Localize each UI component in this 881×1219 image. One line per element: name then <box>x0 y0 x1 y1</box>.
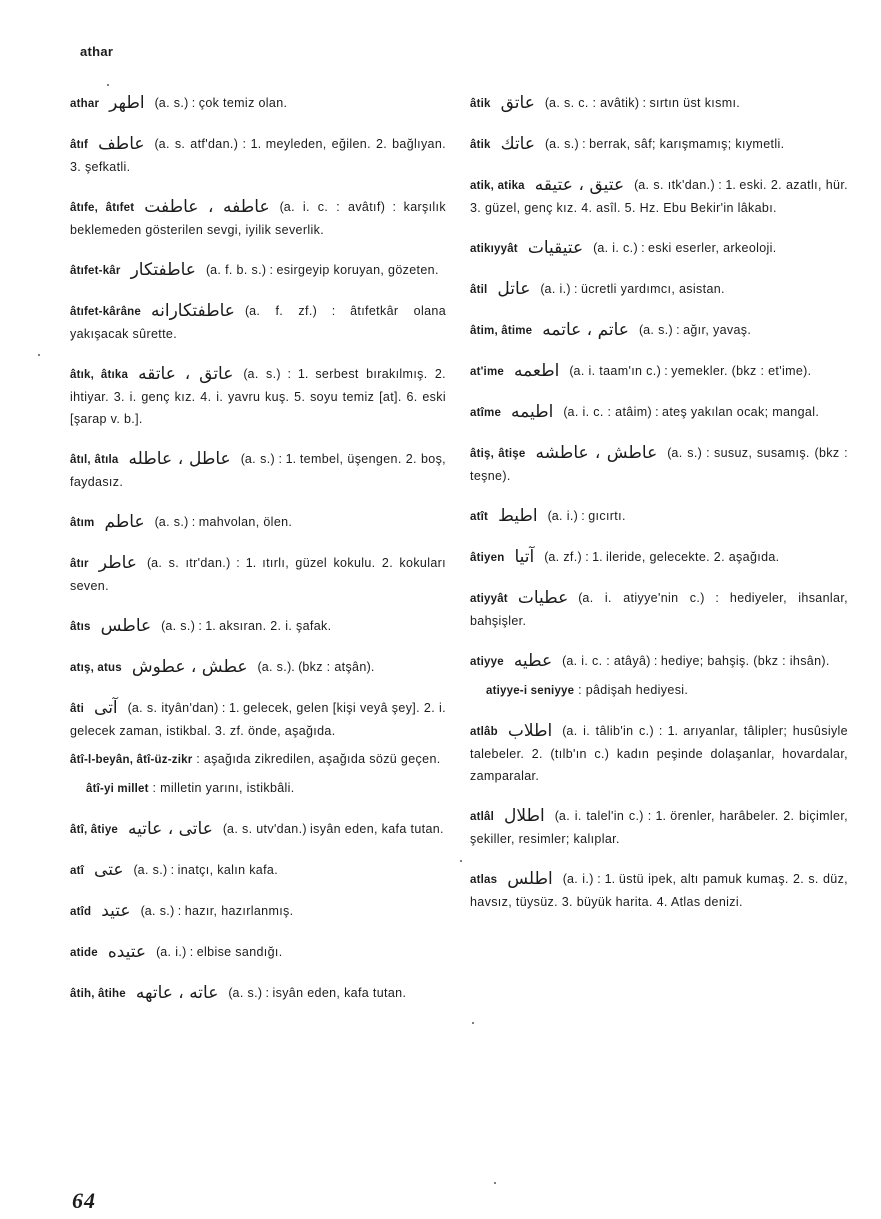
dictionary-entry <box>70 448 446 493</box>
entry-ottoman-script: عاطر <box>98 553 137 573</box>
print-speck <box>472 1022 474 1024</box>
dictionary-entry <box>470 92 848 115</box>
dictionary-entry <box>70 941 446 964</box>
entry-headword: at'ime <box>470 366 504 378</box>
entry-headword: atîme <box>470 407 502 419</box>
entry-headword: âtıfet-kâr <box>70 265 121 277</box>
entry-ottoman-script: اطيط <box>498 506 538 526</box>
entry-definition: (a. s. ıtk'dan.) : 1. eski. 2. azatlı, hür. 3. güzel, genç kız. 4. asîl. 5. Hz. Ebu Bekir'in lâkabı. <box>470 178 848 215</box>
entry-definition: (a. s.) : 1. serbest bırakılmış. 2. ihtiyar. 3. i. genç kız. 4. i. yavru kuş. 5. soyu temiz [at]. 6. eski [şarap v. b.]. <box>70 367 446 426</box>
entry-headword: atikıyyât <box>470 243 518 255</box>
entry-headword: atış, atus <box>70 662 122 674</box>
entry-ottoman-script: عاطفه ، عاطفت <box>144 197 270 217</box>
entry-definition: (a. s. utv'dan.) isyân eden, kafa tutan. <box>222 822 444 836</box>
entry-definition: (a. i.) : elbise sandığı. <box>156 945 283 959</box>
entry-headword: atlâb <box>470 726 498 738</box>
entry-ottoman-script: عاتم ، عاتمه <box>542 320 629 340</box>
dictionary-entry <box>470 360 848 383</box>
entry-ottoman-script: عاطم <box>104 512 145 532</box>
dictionary-entry <box>470 278 848 301</box>
dictionary-entry <box>70 552 446 597</box>
right-column <box>470 92 848 931</box>
entry-definition: (a. zf.) : 1. ileride, gelecekte. 2. aşağıda. <box>544 550 780 564</box>
entry-headword: atiyye-i seniyye <box>486 685 575 697</box>
entry-headword: âtıfe, âtıfet <box>70 202 135 214</box>
dictionary-entry <box>470 868 848 913</box>
entry-ottoman-script: عطش ، عطوش <box>131 657 248 677</box>
entry-ottoman-script: عتى <box>94 860 124 880</box>
dictionary-entry <box>470 720 848 787</box>
entry-ottoman-script: عاطفتكار <box>130 260 196 280</box>
entry-definition: (a. f. zf.) : âtıfetkâr olana yakışacak sûrette. <box>70 304 446 341</box>
entry-ottoman-script: آتى <box>94 698 118 718</box>
dictionary-entry <box>70 133 446 178</box>
dictionary-entry <box>470 679 848 702</box>
entry-ottoman-script: اطعمه <box>513 361 560 381</box>
dictionary-entry <box>70 859 446 882</box>
print-speck <box>107 84 109 86</box>
entry-ottoman-script: عاطفتكارانه <box>151 301 235 321</box>
entry-definition: (a. s.) : 1. aksıran. 2. i. şafak. <box>161 619 332 633</box>
entry-ottoman-script: عاتك <box>500 134 536 154</box>
dictionary-entry <box>470 805 848 850</box>
entry-definition: (a. s.) : çok temiz olan. <box>154 96 288 110</box>
entry-definition: (a. f. b. s.) : esirgeyip koruyan, gözeten. <box>205 263 439 277</box>
entry-headword: atît <box>470 511 489 523</box>
entry-definition: : pâdişah hediyesi. <box>578 683 689 697</box>
entry-definition: (a. i. c. : avâtıf) : karşılık beklemeden gösterilen sevgi, iyilik severlik. <box>70 200 446 237</box>
entry-headword: âtik <box>470 98 491 110</box>
entry-definition: (a. s.) : ağır, yavaş. <box>638 323 752 337</box>
entry-headword: âtî-yi millet <box>86 783 149 795</box>
entry-ottoman-script: عاتل <box>497 279 531 299</box>
dictionary-entry <box>70 363 446 430</box>
entry-ottoman-script: آتيا <box>514 547 535 567</box>
entry-ottoman-script: عاطف <box>98 134 145 154</box>
entry-ottoman-script: اطلس <box>507 869 553 889</box>
entry-ottoman-script: عتيقيات <box>527 238 584 258</box>
entry-definition: (a. i. tâlib'in c.) : 1. arıyanlar, tâlipler; husûsiyle talebeler. 2. (tılb'ın c.) kadın peşinde dolaşanlar, hovardalar, zamparalar. <box>470 724 848 783</box>
dictionary-entry <box>70 615 446 638</box>
entry-ottoman-script: عاتق <box>500 93 535 113</box>
entry-definition: (a. s. c. : avâtik) : sırtın üst kısmı. <box>544 96 741 110</box>
dictionary-entry <box>70 259 446 282</box>
entry-headword: âtî, âtiye <box>70 824 119 836</box>
entry-ottoman-script: اطلاب <box>507 721 553 741</box>
dictionary-entry <box>470 546 848 569</box>
entry-definition: (a. i. atiyye'nin c.) : hediyeler, ihsanlar, bahşişler. <box>470 591 848 628</box>
entry-headword: âtil <box>470 284 488 296</box>
entry-definition: (a. i. c.) : eski eserler, arkeoloji. <box>593 241 777 255</box>
entry-ottoman-script: عطيات <box>517 588 569 608</box>
dictionary-entry <box>70 511 446 534</box>
entry-ottoman-script: عتيد <box>101 901 131 921</box>
entry-ottoman-script: عاتق ، عاتقه <box>138 364 234 384</box>
entry-definition: (a. s.) : berrak, sâf; karışmamış; kıymetli. <box>545 137 785 151</box>
entry-headword: atiyye <box>470 656 504 668</box>
dictionary-entry <box>470 319 848 342</box>
entry-headword: âtiyen <box>470 552 505 564</box>
dictionary-entry <box>470 133 848 156</box>
left-column <box>70 92 446 1023</box>
dictionary-entry <box>470 505 848 528</box>
entry-definition: (a. i. talel'in c.) : 1. örenler, harâbeler. 2. biçimler, şekiller, resimler; kalıplar. <box>470 809 848 846</box>
entry-definition: (a. i.) : gıcırtı. <box>547 509 626 523</box>
entry-ottoman-script: عتيده <box>107 942 147 962</box>
entry-definition: (a. i.) : 1. üstü ipek, altı pamuk kumaş. 2. s. düz, havsız, tüysüz. 3. büyük harita. 4. Atlas denizi. <box>470 872 848 909</box>
dictionary-entry <box>470 650 848 673</box>
entry-headword: atik, atika <box>470 180 525 192</box>
dictionary-entry <box>70 748 446 771</box>
print-speck <box>38 354 40 356</box>
entry-definition: (a. s.) : inatçı, kalın kafa. <box>133 863 279 877</box>
entry-headword: âtî-l-beyân, âtî-üz-zikr <box>70 754 193 766</box>
entry-ottoman-script: عاته ، عاتهه <box>135 983 219 1003</box>
entry-definition: (a. s.) : mahvolan, ölen. <box>154 515 293 529</box>
entry-headword: âtık, âtıka <box>70 369 129 381</box>
entry-definition: (a. i. c. : atâim) : ateş yakılan ocak; mangal. <box>563 405 820 419</box>
entry-definition: (a. s.) : susuz, susamış. (bkz : teşne). <box>470 446 848 483</box>
dictionary-entry <box>70 300 446 345</box>
entry-ottoman-script: عاطل ، عاطله <box>128 449 231 469</box>
entry-ottoman-script: عتيق ، عتيقه <box>534 175 625 195</box>
dictionary-entry <box>470 401 848 424</box>
entry-headword: âtıfet-kârâne <box>70 306 141 318</box>
dictionary-entry <box>70 982 446 1005</box>
entry-ottoman-script: اطيمه <box>511 402 554 422</box>
print-speck <box>460 860 462 862</box>
entry-definition: (a. s.) : isyân eden, kafa tutan. <box>228 986 407 1000</box>
entry-definition: (a. s. ityân'dan) : 1. gelecek, gelen [kişi veyâ şey]. 2. i. gelecek zaman, istikbal. 3. zf. önde, aşağıda. <box>70 701 446 738</box>
entry-headword: âtım <box>70 517 95 529</box>
entry-headword: athar <box>70 98 100 110</box>
entry-ottoman-script: اطهر <box>109 93 145 113</box>
entry-definition: (a. s.) : hazır, hazırlanmış. <box>140 904 294 918</box>
entry-definition: : aşağıda zikredilen, aşağıda sözü geçen. <box>196 752 441 766</box>
entry-ottoman-script: عطيه <box>513 651 553 671</box>
entry-headword: âtıs <box>70 621 91 633</box>
dictionary-entry <box>70 92 446 115</box>
entry-headword: âtiş, âtişe <box>470 448 526 460</box>
entry-definition: (a. s. ıtr'dan.) : 1. ıtırlı, güzel kokulu. 2. kokuları seven. <box>70 556 446 593</box>
entry-headword: atlâl <box>470 811 495 823</box>
dictionary-entry <box>470 587 848 632</box>
entry-definition: (a. s. atf'dan.) : 1. meyleden, eğilen. 2. bağlıyan. 3. şefkatli. <box>70 137 446 174</box>
entry-definition: (a. s.). (bkz : atşân). <box>257 660 375 674</box>
dictionary-entry <box>70 656 446 679</box>
entry-headword: âtıl, âtıla <box>70 454 119 466</box>
entry-headword: atide <box>70 947 98 959</box>
entry-headword: âtik <box>470 139 491 151</box>
dictionary-entry <box>470 237 848 260</box>
entry-headword: atlas <box>470 874 498 886</box>
dictionary-entry <box>70 900 446 923</box>
page-number: 64 <box>72 1188 96 1213</box>
entry-ottoman-script: عاطس <box>100 616 152 636</box>
entry-headword: âti <box>70 703 85 715</box>
entry-ottoman-script: عاتى ، عاتيه <box>128 819 213 839</box>
dictionary-entry <box>470 174 848 219</box>
entry-headword: atî <box>70 865 85 877</box>
entry-definition: : milletin yarını, istikbâli. <box>152 781 295 795</box>
dictionary-entry <box>470 442 848 487</box>
entry-headword: âtıf <box>70 139 89 151</box>
entry-headword: âtih, âtihe <box>70 988 126 1000</box>
dictionary-entry <box>70 777 446 800</box>
entry-headword: âtır <box>70 558 89 570</box>
entry-ottoman-script: عاطش ، عاطشه <box>535 443 658 463</box>
entry-definition: (a. i.) : ücretli yardımcı, asistan. <box>540 282 725 296</box>
dictionary-entry <box>70 818 446 841</box>
dictionary-entry <box>70 697 446 742</box>
entry-definition: (a. i. taam'ın c.) : yemekler. (bkz : et'ime). <box>569 364 812 378</box>
entry-headword: atîd <box>70 906 92 918</box>
entry-definition: (a. i. c. : atâyâ) : hediye; bahşiş. (bkz : ihsân). <box>562 654 830 668</box>
dictionary-entry <box>70 196 446 241</box>
running-head: athar <box>80 44 114 59</box>
entry-headword: atiyyât <box>470 593 508 605</box>
print-speck <box>494 1182 496 1184</box>
entry-ottoman-script: اطلال <box>504 806 545 826</box>
entry-definition: (a. s.) : 1. tembel, üşengen. 2. boş, faydasız. <box>70 452 447 489</box>
entry-headword: âtim, âtime <box>470 325 533 337</box>
